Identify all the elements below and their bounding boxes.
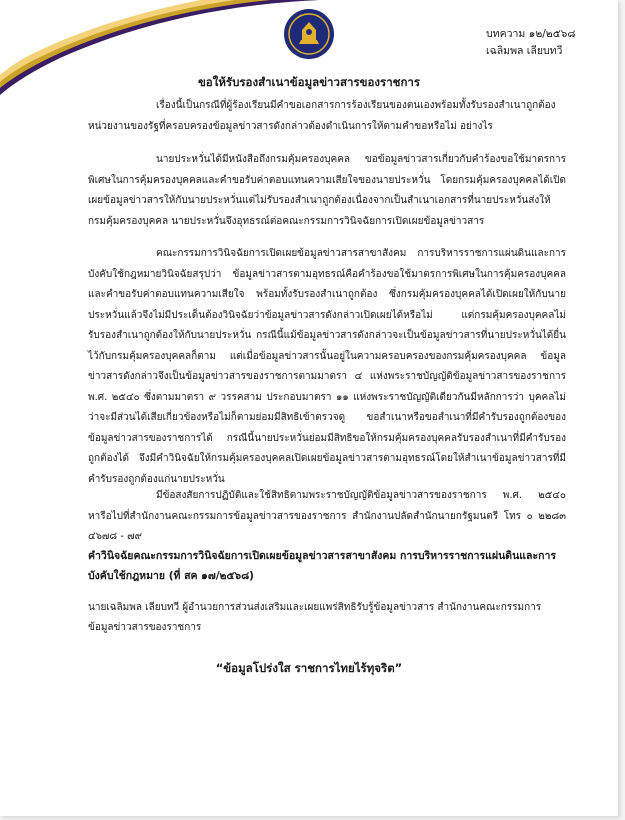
- paragraph-text: นายประหวั่นได้มีหนังสือถึงกรมคุ้มครองบุคคล ขอข้อมูลข่าวสารเกี่ยวกับคำร้องขอใช้มาตรการพิเศษในการคุ้มครองบุคคลและคำขอรับค่าตอบแทนความเสียใจของนายประหวั่น โดยกรมคุ้มครองบุคคลได้เปิดเผยข้อมูลข่าวสารให้กับนายประหวั่นแต่ไม่รับรองสำเนาถูกต้องเนื่องจากเป็นสำเนาเอกสารที่นายประหวั่นส่งให้กรมคุ้มครองบุคคล นายประหวั่นจึงอุทธรณ์ต่อคณะกรรมการวินิจฉัยการเปิดเผยข้อมูลข่าวสาร: [88, 154, 566, 227]
- paragraph-intro: [88, 96, 566, 137]
- document-meta: [486, 26, 575, 60]
- paragraph-contact: [88, 486, 566, 548]
- paragraph-text: มีข้อสงสัยการปฏิบัติและใช้สิทธิตามพระราชบัญญัติข้อมูลข่าวสารของราชการ พ.ศ. ๒๕๔๐ หารือไปที่สำนักงานคณะกรรมการข้อมูลข่าวสารของราชการ สำนักงานปลัดสำนักนายกรัฐมนตรี โทร ๐ ๒๒๘๓ ๔๖๗๘ - ๗๙: [88, 490, 566, 542]
- decision-reference-heading: คำวินิจฉัยคณะกรรมการวินิจฉัยการเปิดเผยข้อมูลข่าวสารสาขาสังคม การบริหารราชการแผ่นดินและการบังคับใช้กฎหมาย (ที่ สค ๑๗/๒๕๖๘): [88, 550, 557, 582]
- slogan: “ข้อมูลโปร่งใส ราชการไทยไร้ทุจริต”: [215, 661, 403, 675]
- author-credit: นายเฉลิมพล เลียบทวี ผู้อำนวยการส่วนส่งเสริมและเผยแพร่สิทธิรับรู้ข้อมูลข่าวสาร สำนักงานคณะกรรมการข้อมูลข่าวสารของราชการ: [88, 602, 542, 633]
- article-reference: บทความ ๑๒/๒๕๖๘: [486, 28, 576, 40]
- paragraph-text: เรื่องนี้เป็นกรณีที่ผู้ร้องเรียนมีคำขอเอกสารการร้องเรียนของตนเองพร้อมทั้งรับรองสำเนาถูกต้อง หน่วยงานของรัฐที่ครอบครองข้อมูลข่าวสารดังกล่าวต้องดำเนินการให้ตามคำขอหรือไม่ อย่างไร: [88, 100, 556, 132]
- document-title: ขอให้รับรองสำเนาข้อมูลข่าวสารของราชการ: [197, 75, 421, 89]
- paragraph-background: [88, 150, 566, 232]
- government-seal-icon: [283, 8, 335, 60]
- article-author: เฉลิมพล เลียบทวี: [486, 45, 563, 57]
- paragraph-text: คณะกรรมการวินิจฉัยการเปิดเผยข้อมูลข่าวสารสาขาสังคม การบริหารราชการแผ่นดินและการบังคับใช้กฎหมายวินิจฉัยสรุปว่า ข้อมูลข่าวสารตามอุทธรณ์คือคำร้องขอใช้มาตรการพิเศษในการคุ้มครองบุคคลและคำขอรับค่าตอบแทนความเสียใจ พร้อมทั้งรับรองสำเนาถูกต้อง ซึ่งกรมคุ้มครองบุคคลได้เปิดเผยให้กับนายประหวั่นแล้วจึงไม่มีประเด็นต้องวินิจฉัยว่าข้อมูลข่าวสารดังกล่าวเปิดเผยได้หรือไม่ แต่กรมคุ้มครองบุคคลไม่รับรองสำเนาถูกต้องให้กับนายประหวั่น กรณีนี้แม้ข้อมูลข่าวสารดังกล่าวจะเป็นข้อมูลข่าวสารที่นายประหวั่นได้ยื่นไว้กับกรมคุ้มครองบุคคลก็ตาม แต่เมื่อข้อมูลข่าวสารนั้นอยู่ในความครอบครองของกรมคุ้มครองบุคคล ข้อมูลข่าวสารดังกล่าวจึงเป็นข้อมูลข่าวสารของราชการตามมาตรา ๔ แห่งพระราชบัญญัติข้อมูลข่าวสารของราชการ พ.ศ. ๒๕๔๐ ซึ่งตามมาตรา ๙ วรรคสาม ประกอบมาตรา ๑๑ แห่งพระราชบัญญัติเดียวกันมีหลักการว่า บุคคลไม่ว่าจะมีส่วนได้เสียเกี่ยวข้องหรือไม่ก็ตามย่อมมีสิทธิเข้าตรวจดู ขอสำเนาหรือขอสำเนาที่มีคำรับรองถูกต้องของข้อมูลข่าวสารของราชการได้ กรณีนี้นายประหวั่นย่อมมีสิทธิขอให้กรมคุ้มครองบุคคลรับรองสำเนาที่มีคำรับรองถูกต้องได้ จึงมีคำวินิจฉัยให้กรมคุ้มครองบุคคลเปิดเผยข้อมูลข่าวสารตามอุทธรณ์โดยให้สำเนาข้อมูลข่าวสารที่มีคำรับรองถูกต้องแก่นายประหวั่น: [88, 248, 566, 485]
- paragraph-decision: [88, 244, 566, 490]
